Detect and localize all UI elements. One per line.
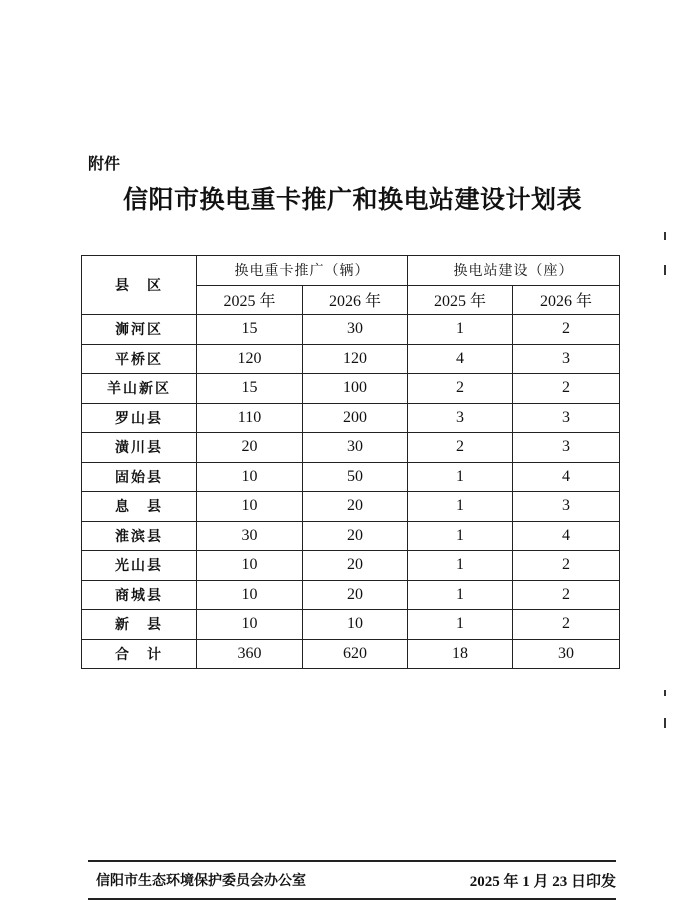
trucks-2026-cell: 100 bbox=[303, 374, 408, 404]
table-row bbox=[82, 610, 620, 640]
issue-date: 2025 年 1 月 23 日印发 bbox=[469, 873, 616, 890]
trucks-2025-cell: 10 bbox=[197, 580, 303, 610]
stations-2025-cell: 3 bbox=[408, 403, 513, 433]
scan-mark bbox=[664, 232, 666, 240]
table-row bbox=[82, 521, 620, 551]
header-row-groups bbox=[82, 256, 620, 286]
region-cell: 潢川县 bbox=[82, 433, 197, 463]
stations-2025-cell: 2 bbox=[408, 433, 513, 463]
stations-2025-cell: 1 bbox=[408, 551, 513, 581]
trucks-2025-cell: 10 bbox=[197, 551, 303, 581]
trucks-2026-cell: 50 bbox=[303, 462, 408, 492]
stations-2025-cell: 2 bbox=[408, 374, 513, 404]
region-cell: 淮滨县 bbox=[82, 521, 197, 551]
table-row bbox=[82, 551, 620, 581]
trucks-2026-cell: 20 bbox=[303, 492, 408, 522]
stations-2026-cell: 4 bbox=[513, 462, 620, 492]
stations-2025-cell: 1 bbox=[408, 315, 513, 345]
stations-2026-cell: 3 bbox=[513, 433, 620, 463]
region-cell: 光山县 bbox=[82, 551, 197, 581]
table-row bbox=[82, 433, 620, 463]
trucks-2026-cell: 30 bbox=[303, 433, 408, 463]
table-row bbox=[82, 492, 620, 522]
trucks-2026-cell: 20 bbox=[303, 521, 408, 551]
stations-2025-cell: 1 bbox=[408, 521, 513, 551]
header-year: 2026 年 bbox=[513, 285, 620, 315]
trucks-2026-cell: 120 bbox=[303, 344, 408, 374]
trucks-2025-cell: 15 bbox=[197, 315, 303, 345]
stations-2025-cell: 1 bbox=[408, 610, 513, 640]
stations-2025-cell: 1 bbox=[408, 462, 513, 492]
stations-2025-cell: 1 bbox=[408, 492, 513, 522]
total-stations-2025: 18 bbox=[408, 639, 513, 669]
stations-2026-cell: 2 bbox=[513, 374, 620, 404]
stations-2025-cell: 4 bbox=[408, 344, 513, 374]
trucks-2025-cell: 110 bbox=[197, 403, 303, 433]
trucks-2025-cell: 10 bbox=[197, 462, 303, 492]
region-cell: 新 县 bbox=[82, 610, 197, 640]
trucks-2026-cell: 20 bbox=[303, 580, 408, 610]
trucks-2026-cell: 200 bbox=[303, 403, 408, 433]
total-label: 合 计 bbox=[82, 639, 197, 669]
region-cell: 息 县 bbox=[82, 492, 197, 522]
region-cell: 商城县 bbox=[82, 580, 197, 610]
header-year: 2025 年 bbox=[197, 285, 303, 315]
region-cell: 羊山新区 bbox=[82, 374, 197, 404]
total-row bbox=[82, 639, 620, 669]
plan-table bbox=[81, 255, 620, 669]
stations-2026-cell: 2 bbox=[513, 610, 620, 640]
scan-mark bbox=[664, 718, 666, 728]
region-cell: 浉河区 bbox=[82, 315, 197, 345]
table-row bbox=[82, 374, 620, 404]
stations-2026-cell: 4 bbox=[513, 521, 620, 551]
header-group-trucks: 换电重卡推广（辆） bbox=[197, 256, 408, 286]
scan-mark bbox=[664, 690, 666, 696]
stations-2026-cell: 2 bbox=[513, 315, 620, 345]
table-row bbox=[82, 344, 620, 374]
total-trucks-2026: 620 bbox=[303, 639, 408, 669]
trucks-2026-cell: 10 bbox=[303, 610, 408, 640]
document-title: 信阳市换电重卡推广和换电站建设计划表 bbox=[123, 185, 583, 214]
region-cell: 固始县 bbox=[82, 462, 197, 492]
stations-2026-cell: 3 bbox=[513, 492, 620, 522]
region-cell: 平桥区 bbox=[82, 344, 197, 374]
trucks-2025-cell: 30 bbox=[197, 521, 303, 551]
issuer: 信阳市生态环境保护委员会办公室 bbox=[96, 873, 306, 889]
total-trucks-2025: 360 bbox=[197, 639, 303, 669]
trucks-2026-cell: 30 bbox=[303, 315, 408, 345]
header-group-stations: 换电站建设（座） bbox=[408, 256, 620, 286]
header-year: 2025 年 bbox=[408, 285, 513, 315]
table-row bbox=[82, 315, 620, 345]
table-row bbox=[82, 462, 620, 492]
trucks-2025-cell: 20 bbox=[197, 433, 303, 463]
header-region: 县 区 bbox=[82, 256, 197, 315]
footer bbox=[88, 860, 616, 900]
stations-2025-cell: 1 bbox=[408, 580, 513, 610]
total-stations-2026: 30 bbox=[513, 639, 620, 669]
trucks-2025-cell: 15 bbox=[197, 374, 303, 404]
trucks-2025-cell: 120 bbox=[197, 344, 303, 374]
stations-2026-cell: 2 bbox=[513, 551, 620, 581]
trucks-2025-cell: 10 bbox=[197, 492, 303, 522]
region-cell: 罗山县 bbox=[82, 403, 197, 433]
stations-2026-cell: 3 bbox=[513, 344, 620, 374]
table-row bbox=[82, 403, 620, 433]
table-row bbox=[82, 580, 620, 610]
trucks-2026-cell: 20 bbox=[303, 551, 408, 581]
stations-2026-cell: 3 bbox=[513, 403, 620, 433]
stations-2026-cell: 2 bbox=[513, 580, 620, 610]
scan-mark bbox=[664, 265, 666, 275]
trucks-2025-cell: 10 bbox=[197, 610, 303, 640]
attachment-label: 附件 bbox=[88, 154, 121, 173]
header-year: 2026 年 bbox=[303, 285, 408, 315]
